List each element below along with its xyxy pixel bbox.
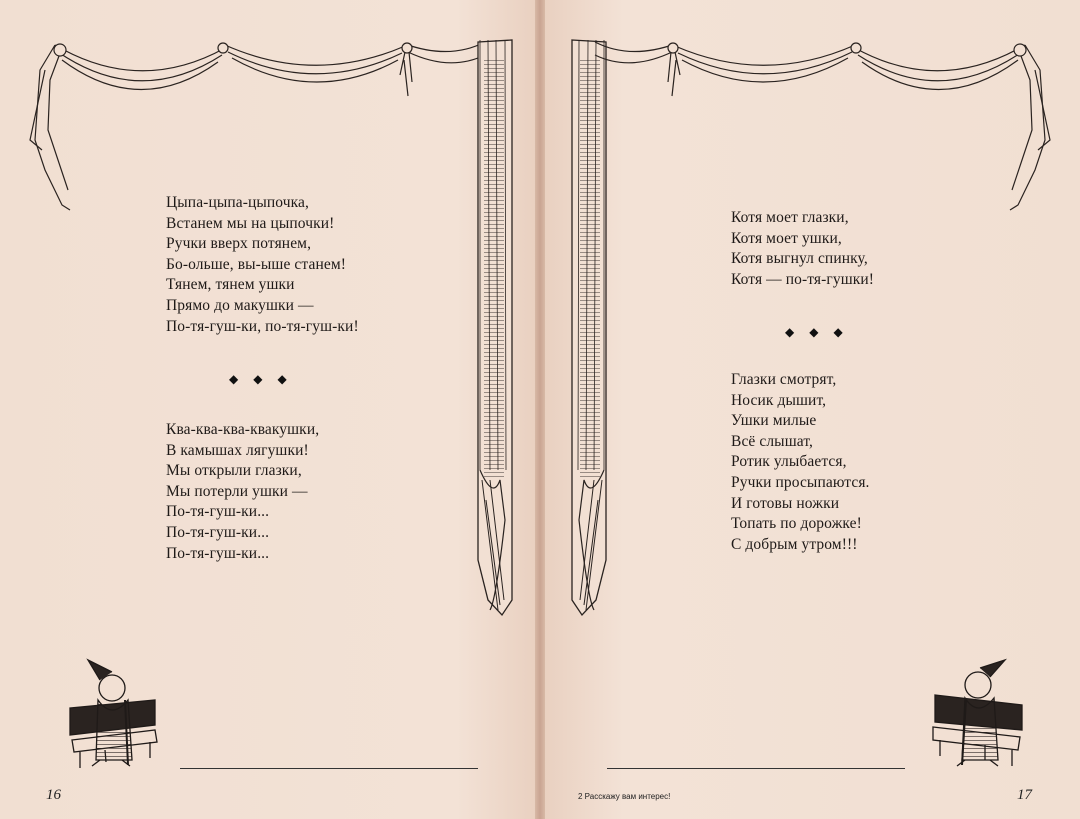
poem-cypa-cypa (166, 193, 359, 337)
poem-line: Ушки милые (731, 412, 817, 430)
show-through-text (180, 110, 187, 130)
page-number: 17 (1017, 787, 1032, 803)
poem-line: Глазки смотрят, (731, 371, 837, 388)
poem-line: Цыпа-цыпа-цыпочка, (166, 194, 309, 211)
poem-line: По-тя-гуш-ки... (166, 523, 270, 541)
poem-line: Котя моет ушки, (731, 229, 842, 247)
book-spine (535, 0, 545, 819)
poem-line: И готовы ножки (731, 494, 840, 512)
poem-line: Прямо до макушки — (166, 296, 314, 314)
page-number: 16 (46, 787, 61, 803)
section-separator: ◆ ◆ ◆ (785, 325, 849, 339)
poem-line: Всё слышат, (731, 432, 813, 450)
running-foot: 2 Расскажу вам интерес! (578, 792, 671, 801)
poem-glazki (731, 370, 870, 555)
poem-line: Мы потерли ушки — (166, 482, 308, 500)
poem-line: Мы открыли глазки, (166, 462, 302, 480)
poem-line: Ква-ква-ква-квакушки, (166, 421, 320, 438)
poem-line: Котя — по-тя-гушки! (731, 270, 875, 288)
poem-line: Встанем мы на цыпочки! (166, 214, 335, 232)
poem-kotya (731, 208, 874, 290)
poem-line: Ротик улыбается, (731, 453, 847, 471)
poem-line: По-тя-гуш-ки... (166, 544, 270, 562)
left-page (0, 0, 537, 819)
poem-line: Бо-ольше, вы-ыше станем! (166, 255, 346, 273)
poem-line: Тянем, тянем ушки (166, 276, 295, 294)
poem-kva-kva (166, 420, 319, 564)
poem-line: По-тя-гуш-ки... (166, 503, 270, 521)
poem-line: В камышах лягушки! (166, 441, 309, 459)
footer-rule (180, 768, 478, 769)
poem-line: По-тя-гуш-ки, по-тя-гуш-ки! (166, 317, 359, 335)
poem-line: С добрым утром!!! (731, 535, 858, 553)
poem-line: Топать по дорожке! (731, 515, 862, 533)
section-separator: ◆ ◆ ◆ (229, 372, 293, 386)
poem-line: Ручки просыпаются. (731, 473, 870, 491)
poem-line: Котя моет глазки, (731, 209, 849, 226)
footer-rule (607, 768, 905, 769)
poem-line: Котя выгнул спинку, (731, 250, 868, 268)
poem-line: Ручки вверх потянем, (166, 235, 312, 253)
poem-line: Носик дышит, (731, 391, 827, 409)
